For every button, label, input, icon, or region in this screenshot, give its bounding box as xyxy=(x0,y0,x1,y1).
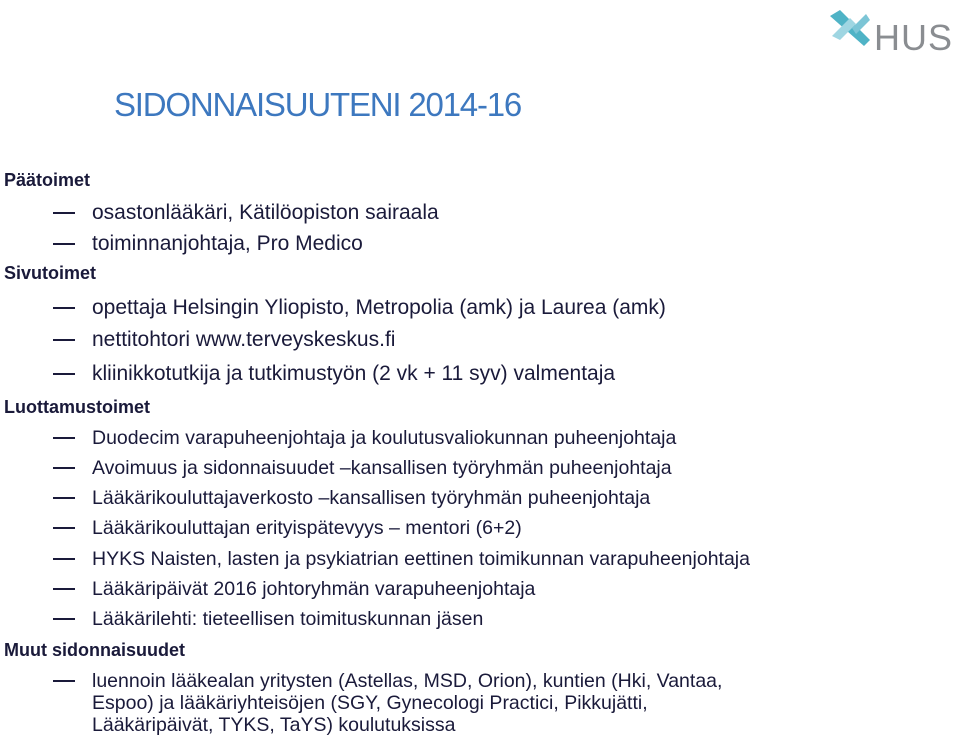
text-line: Espoo) ja lääkäriyhteisöjen (SGY, Gynecologi Practici, Pikkujätti, xyxy=(92,692,648,714)
list-item-text: nettitohtori www.terveyskeskus.fi xyxy=(92,328,396,351)
hus-logo xyxy=(826,6,954,58)
dash-bullet xyxy=(53,558,75,560)
dash-bullet xyxy=(53,618,75,620)
dash-bullet xyxy=(53,339,75,341)
dash-bullet xyxy=(53,373,75,375)
text-line: Lääkäripäivät, TYKS, TaYS) koulutuksissa xyxy=(92,714,456,736)
list-item-text: osastonlääkäri, Kätilöopiston sairaala xyxy=(92,201,439,224)
list-item-text: Duodecim varapuheenjohtaja ja koulutusvaliokunnan puheenjohtaja xyxy=(92,427,677,449)
list-item-text: Avoimuus ja sidonnaisuudet –kansallisen työryhmän puheenjohtaja xyxy=(92,457,672,479)
section-heading-muut: Muut sidonnaisuudet xyxy=(4,640,185,660)
logo-text: HUS xyxy=(874,17,954,58)
list-item-text: HYKS Naisten, lasten ja psykiatrian eettinen toimikunnan varapuheenjohtaja xyxy=(92,548,750,570)
list-item-text: kliinikkotutkija ja tutkimustyön (2 vk + 11 syv) valmentaja xyxy=(92,362,616,385)
list-item-text: Lääkärikouluttajan erityispätevyys – mentori (6+2) xyxy=(92,517,522,539)
text-line: luennoin lääkealan yritysten (Astellas, MSD, Orion), kuntien (Hki, Vantaa, xyxy=(92,670,723,692)
dash-bullet xyxy=(53,588,75,590)
dash-bullet xyxy=(53,243,75,245)
dash-bullet xyxy=(53,497,75,499)
dash-bullet xyxy=(53,307,75,309)
list-item-text: Lääkärilehti: tieteellisen toimituskunnan jäsen xyxy=(92,608,484,630)
list-item-text: toiminnanjohtaja, Pro Medico xyxy=(92,232,363,255)
list-item-text: opettaja Helsingin Yliopisto, Metropolia (amk) ja Laurea (amk) xyxy=(92,296,666,319)
dash-bullet xyxy=(53,527,75,529)
section-heading-sivutoimet: Sivutoimet xyxy=(4,263,97,283)
dash-bullet xyxy=(53,680,75,682)
page-title: SIDONNAISUUTENI 2014-16 xyxy=(114,86,522,123)
dash-bullet xyxy=(53,437,75,439)
section-heading-paatoimet: Päätoimet xyxy=(4,170,91,190)
list-item-text: Lääkärikouluttajaverkosto –kansallisen työryhmän puheenjohtaja xyxy=(92,487,651,509)
list-item-text xyxy=(92,670,722,736)
dash-bullet xyxy=(53,467,75,469)
list-item-text: Lääkäripäivät 2016 johtoryhmän varapuheenjohtaja xyxy=(92,578,536,600)
dash-bullet xyxy=(53,212,75,214)
section-heading-luottamustoimet: Luottamustoimet xyxy=(4,397,150,417)
hus-cross-icon xyxy=(826,6,876,56)
